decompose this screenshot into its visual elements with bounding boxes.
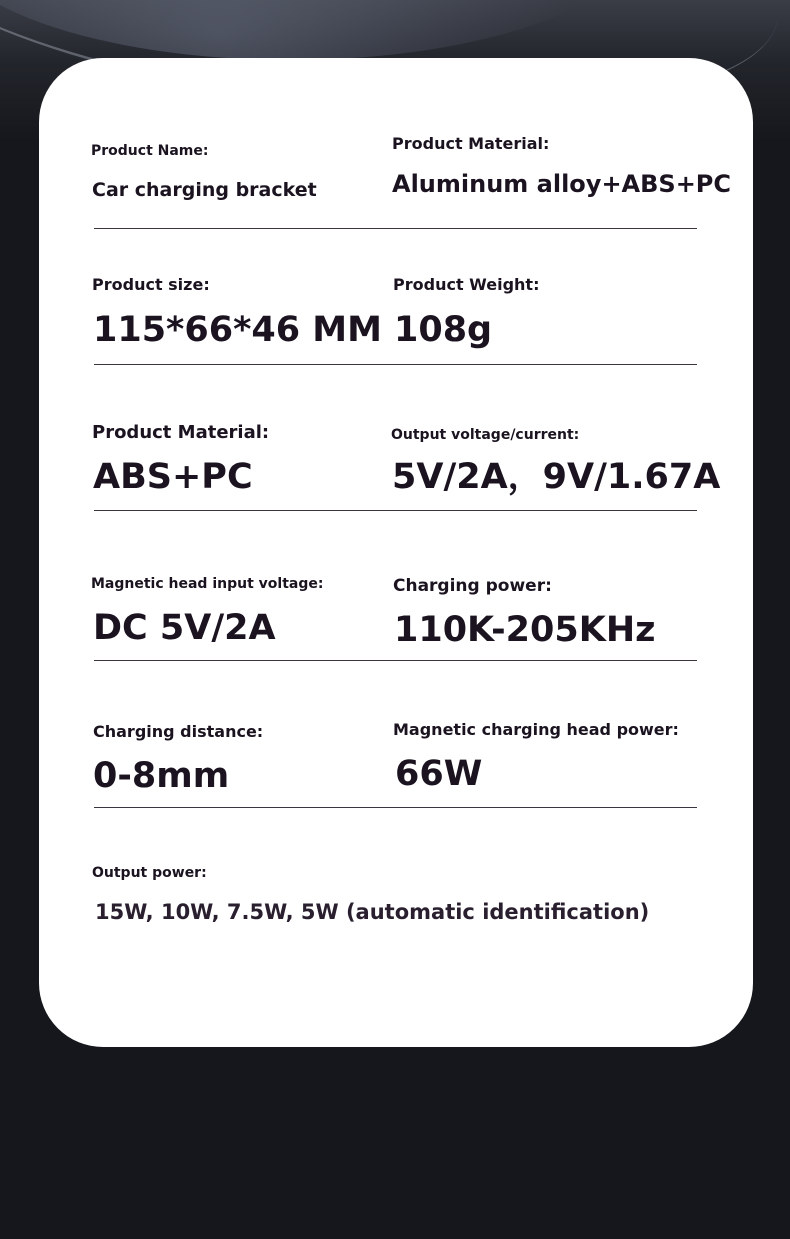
divider-1 (94, 228, 697, 229)
product-material-label-2: Product Material: (92, 422, 270, 443)
spec-card (39, 58, 753, 1047)
divider-4 (94, 660, 697, 661)
output-power-value: 15W, 10W, 7.5W, 5W (automatic identification) (95, 900, 650, 924)
product-material-label-1: Product Material: (392, 134, 550, 153)
divider-2 (94, 364, 697, 365)
product-name-label: Product Name: (91, 143, 209, 159)
charging-distance-label: Charging distance: (93, 722, 264, 741)
output-voltage-label: Output voltage/current: (391, 427, 580, 443)
charging-distance-value: 0-8mm (93, 756, 230, 796)
product-material-value-2: ABS+PC (93, 457, 253, 497)
magnetic-head-power-value: 66W (395, 754, 483, 794)
product-size-value: 115*66*46 MM (93, 310, 382, 350)
divider-5 (94, 807, 697, 808)
product-size-label: Product size: (92, 275, 210, 294)
output-power-label: Output power: (92, 865, 207, 881)
divider-3 (94, 510, 697, 511)
magnetic-input-voltage-label: Magnetic head input voltage: (91, 576, 324, 592)
magnetic-input-voltage-value: DC 5V/2A (93, 608, 276, 648)
product-name-value: Car charging bracket (92, 179, 317, 201)
magnetic-head-power-label: Magnetic charging head power: (393, 720, 679, 739)
product-weight-label: Product Weight: (393, 275, 540, 294)
charging-power-label: Charging power: (393, 576, 552, 596)
product-weight-value: 108g (394, 310, 493, 350)
output-voltage-value: 5V/2A，9V/1.67A (392, 457, 721, 497)
product-material-value-1: Aluminum alloy+ABS+PC (392, 170, 732, 198)
charging-power-value: 110K-205KHz (394, 610, 656, 650)
